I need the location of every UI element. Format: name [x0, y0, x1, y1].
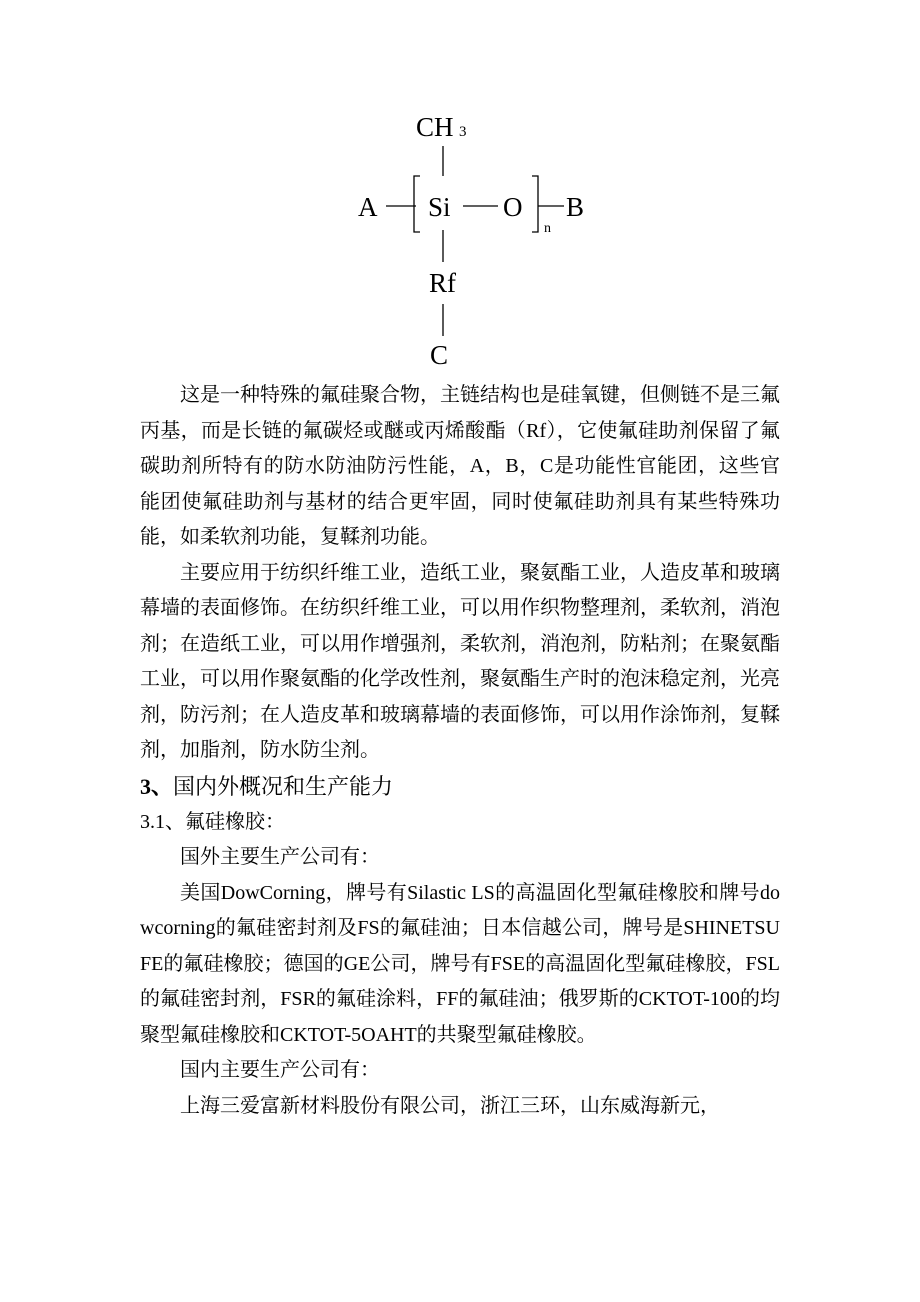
paragraph-applications: 主要应用于纺织纤维工业，造纸工业，聚氨酯工业，人造皮革和玻璃幕墙的表面修饰。在纺织纤维工业，可以用作织物整理剂，柔软剂，消泡剂；在造纸工业，可以用作增强剂，柔软剂，消泡剂，防粘剂；在聚氨酯工业，可以用作聚氨酯的化学改性剂，聚氨酯生产时的泡沫稳定剂，光亮剂，防污剂；在人造皮革和玻璃幕墙的表面修饰，可以用作涂饰剂，复鞣剂，加脂剂，防水防尘剂。: [140, 561, 780, 761]
left-bracket: [414, 176, 420, 232]
formula-right-group: B: [566, 192, 585, 222]
document-body: [140, 378, 780, 1124]
formula-top-group: CH: [416, 112, 454, 142]
paragraph-foreign-companies-intro: 国外主要生产公司有：: [180, 846, 380, 868]
sub-heading: 3.1、氟硅橡胶：: [140, 810, 285, 833]
section-heading: [140, 769, 780, 805]
right-bracket: [532, 176, 538, 232]
paragraph-foreign-companies: 美国DowCorning，牌号有Silastic LS的高温固化型氟硅橡胶和牌号dowcorning的氟硅密封剂及FS的氟硅油；日本信越公司，牌号是SHINETSU FE的氟硅橡胶；德国的GE公司，牌号有FSE的高温固化型氟硅橡胶，FSL的氟硅密封剂，FSR的氟硅涂料，FF的氟硅油；俄罗斯的CKTOT-100的均聚型氟硅橡胶和CKTOT-5OAHT的共聚型氟硅橡胶。: [140, 881, 780, 1046]
formula-oxygen: O: [503, 192, 523, 222]
chemical-structure-formula: [340, 100, 620, 380]
section-heading-number: 3、: [140, 773, 174, 799]
paragraph-domestic-companies: 上海三爱富新材料股份有限公司，浙江三环，山东威海新元，: [180, 1094, 720, 1117]
paragraph-description: 这是一种特殊的氟硅聚合物，主链结构也是硅氧键，但侧链不是三氟丙基，而是长链的氟碳烃或醚或丙烯酸酯（Rf），它使氟硅助剂保留了氟碳助剂所特有的防水防油防污性能，A，B，C是功能性官能团，这些官能团使氟硅助剂与基材的结合更牢固，同时使氟硅助剂具有某些特殊功能，如柔软剂功能，复鞣剂功能。: [140, 384, 780, 548]
paragraph-domestic-companies-intro: 国内主要生产公司有：: [180, 1059, 380, 1081]
formula-side-chain: Rf: [429, 268, 456, 298]
formula-repeat-subscript: n: [544, 221, 551, 236]
section-heading-text: 国内外概况和生产能力: [173, 773, 394, 799]
formula-silicon: Si: [428, 192, 451, 222]
formula-diagram: [340, 100, 620, 380]
formula-left-group: A: [358, 192, 378, 222]
formula-bottom-group: C: [430, 340, 449, 370]
formula-top-subscript: 3: [459, 124, 467, 140]
